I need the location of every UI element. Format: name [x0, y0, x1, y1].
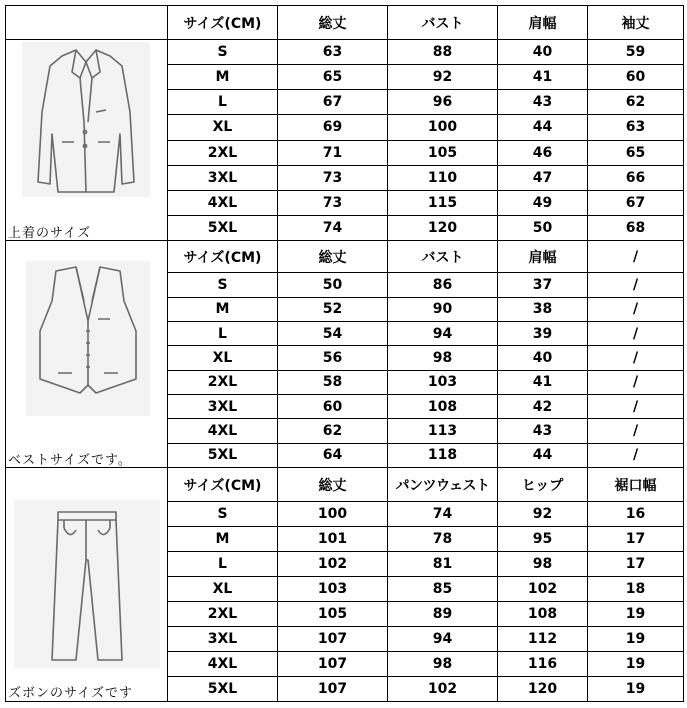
value-cell: 42 — [498, 394, 588, 418]
vest-caption: ベストサイズです。 — [8, 453, 132, 468]
value-cell: 74 — [278, 215, 388, 240]
value-cell: 46 — [498, 140, 588, 165]
value-cell: 67 — [278, 90, 388, 115]
value-cell: 40 — [498, 346, 588, 370]
value-cell: / — [588, 322, 684, 346]
value-cell: 71 — [278, 140, 388, 165]
header-length: 総丈 — [278, 6, 388, 40]
header-size: サイズ(CM) — [168, 468, 278, 502]
value-cell: 105 — [278, 602, 388, 627]
header-shoulder: 肩幅 — [498, 6, 588, 40]
value-cell: 113 — [388, 419, 498, 443]
value-cell: 81 — [388, 552, 498, 577]
header-length: 総丈 — [278, 241, 388, 273]
value-cell: 19 — [588, 627, 684, 652]
size-cell: XL — [168, 346, 278, 370]
value-cell: 96 — [388, 90, 498, 115]
value-cell: / — [588, 346, 684, 370]
header-hem-width: 裾口幅 — [588, 468, 684, 502]
value-cell: 107 — [278, 652, 388, 677]
vest-header-row — [6, 241, 684, 273]
value-cell: 95 — [498, 527, 588, 552]
value-cell: 98 — [388, 346, 498, 370]
size-cell: 2XL — [168, 140, 278, 165]
size-cell: 4XL — [168, 190, 278, 215]
size-cell: L — [168, 552, 278, 577]
corner-cell — [6, 6, 168, 40]
value-cell: 65 — [278, 65, 388, 90]
header-size: サイズ(CM) — [168, 6, 278, 40]
value-cell: 107 — [278, 677, 388, 702]
value-cell: 43 — [498, 419, 588, 443]
size-cell: 2XL — [168, 370, 278, 394]
value-cell: / — [588, 273, 684, 297]
value-cell: 112 — [498, 627, 588, 652]
value-cell: 105 — [388, 140, 498, 165]
size-cell: L — [168, 322, 278, 346]
value-cell: / — [588, 443, 684, 467]
size-cell: 5XL — [168, 677, 278, 702]
value-cell: 37 — [498, 273, 588, 297]
size-cell: 3XL — [168, 627, 278, 652]
value-cell: 67 — [588, 190, 684, 215]
size-cell: 3XL — [168, 394, 278, 418]
value-cell: 17 — [588, 527, 684, 552]
size-cell: 5XL — [168, 215, 278, 240]
value-cell: 60 — [588, 65, 684, 90]
header-bust: バスト — [388, 6, 498, 40]
pants-caption: ズボンのサイズです — [8, 686, 133, 701]
jacket-header-row — [6, 6, 684, 40]
value-cell: 92 — [498, 502, 588, 527]
vest-icon — [26, 261, 150, 416]
value-cell: / — [588, 370, 684, 394]
header-na: / — [588, 241, 684, 273]
value-cell: 108 — [498, 602, 588, 627]
value-cell: 17 — [588, 552, 684, 577]
value-cell: 120 — [388, 215, 498, 240]
value-cell: 115 — [388, 190, 498, 215]
value-cell: / — [588, 394, 684, 418]
header-shoulder: 肩幅 — [498, 241, 588, 273]
value-cell: 41 — [498, 65, 588, 90]
header-hip: ヒップ — [498, 468, 588, 502]
value-cell: 108 — [388, 394, 498, 418]
value-cell: 52 — [278, 297, 388, 321]
value-cell: 40 — [498, 40, 588, 65]
value-cell: 107 — [278, 627, 388, 652]
value-cell: 38 — [498, 297, 588, 321]
value-cell: 69 — [278, 115, 388, 140]
value-cell: 63 — [588, 115, 684, 140]
value-cell: 62 — [278, 419, 388, 443]
value-cell: 98 — [388, 652, 498, 677]
value-cell: 110 — [388, 165, 498, 190]
value-cell: 92 — [388, 65, 498, 90]
jacket-image-cell — [6, 40, 168, 241]
value-cell: 120 — [498, 677, 588, 702]
value-cell: 86 — [388, 273, 498, 297]
value-cell: 98 — [498, 552, 588, 577]
size-cell: 2XL — [168, 602, 278, 627]
value-cell: 103 — [278, 577, 388, 602]
table-row — [6, 40, 684, 65]
value-cell: 39 — [498, 322, 588, 346]
value-cell: 100 — [388, 115, 498, 140]
value-cell: 49 — [498, 190, 588, 215]
size-cell: S — [168, 40, 278, 65]
value-cell: 50 — [498, 215, 588, 240]
value-cell: 66 — [588, 165, 684, 190]
value-cell: 19 — [588, 602, 684, 627]
value-cell: 94 — [388, 627, 498, 652]
value-cell: 94 — [388, 322, 498, 346]
value-cell: 68 — [588, 215, 684, 240]
pants-image-cell — [6, 468, 168, 702]
size-cell: L — [168, 90, 278, 115]
value-cell: 58 — [278, 370, 388, 394]
size-cell: XL — [168, 577, 278, 602]
vest-image-cell — [6, 241, 168, 468]
value-cell: 89 — [388, 602, 498, 627]
value-cell: 41 — [498, 370, 588, 394]
value-cell: 16 — [588, 502, 684, 527]
value-cell: 78 — [388, 527, 498, 552]
size-cell: 5XL — [168, 443, 278, 467]
value-cell: 63 — [278, 40, 388, 65]
size-cell: 4XL — [168, 652, 278, 677]
value-cell: 19 — [588, 677, 684, 702]
pants-header-row — [6, 468, 684, 502]
value-cell: 62 — [588, 90, 684, 115]
value-cell: 18 — [588, 577, 684, 602]
value-cell: 43 — [498, 90, 588, 115]
value-cell: 44 — [498, 443, 588, 467]
jacket-caption: 上着のサイズ — [8, 226, 91, 241]
value-cell: 118 — [388, 443, 498, 467]
value-cell: 88 — [388, 40, 498, 65]
header-length: 総丈 — [278, 468, 388, 502]
header-bust: バスト — [388, 241, 498, 273]
value-cell: 100 — [278, 502, 388, 527]
pants-icon — [14, 500, 160, 668]
value-cell: 116 — [498, 652, 588, 677]
value-cell: 90 — [388, 297, 498, 321]
value-cell: 102 — [388, 677, 498, 702]
size-cell: S — [168, 502, 278, 527]
size-cell: S — [168, 273, 278, 297]
value-cell: 19 — [588, 652, 684, 677]
value-cell: 65 — [588, 140, 684, 165]
size-cell: M — [168, 297, 278, 321]
header-waist: パンツウェスト — [388, 468, 498, 502]
value-cell: / — [588, 419, 684, 443]
jacket-icon — [22, 42, 150, 197]
value-cell: 56 — [278, 346, 388, 370]
value-cell: 73 — [278, 190, 388, 215]
value-cell: 64 — [278, 443, 388, 467]
value-cell: 59 — [588, 40, 684, 65]
value-cell: 74 — [388, 502, 498, 527]
size-cell: XL — [168, 115, 278, 140]
value-cell: 54 — [278, 322, 388, 346]
header-sleeve: 袖丈 — [588, 6, 684, 40]
value-cell: 101 — [278, 527, 388, 552]
value-cell: 73 — [278, 165, 388, 190]
size-cell: 3XL — [168, 165, 278, 190]
value-cell: 85 — [388, 577, 498, 602]
value-cell: / — [588, 297, 684, 321]
size-cell: M — [168, 527, 278, 552]
size-cell: 4XL — [168, 419, 278, 443]
value-cell: 102 — [278, 552, 388, 577]
value-cell: 47 — [498, 165, 588, 190]
size-chart-table — [5, 5, 684, 702]
value-cell: 103 — [388, 370, 498, 394]
value-cell: 44 — [498, 115, 588, 140]
header-size: サイズ(CM) — [168, 241, 278, 273]
value-cell: 102 — [498, 577, 588, 602]
size-cell: M — [168, 65, 278, 90]
value-cell: 60 — [278, 394, 388, 418]
value-cell: 50 — [278, 273, 388, 297]
